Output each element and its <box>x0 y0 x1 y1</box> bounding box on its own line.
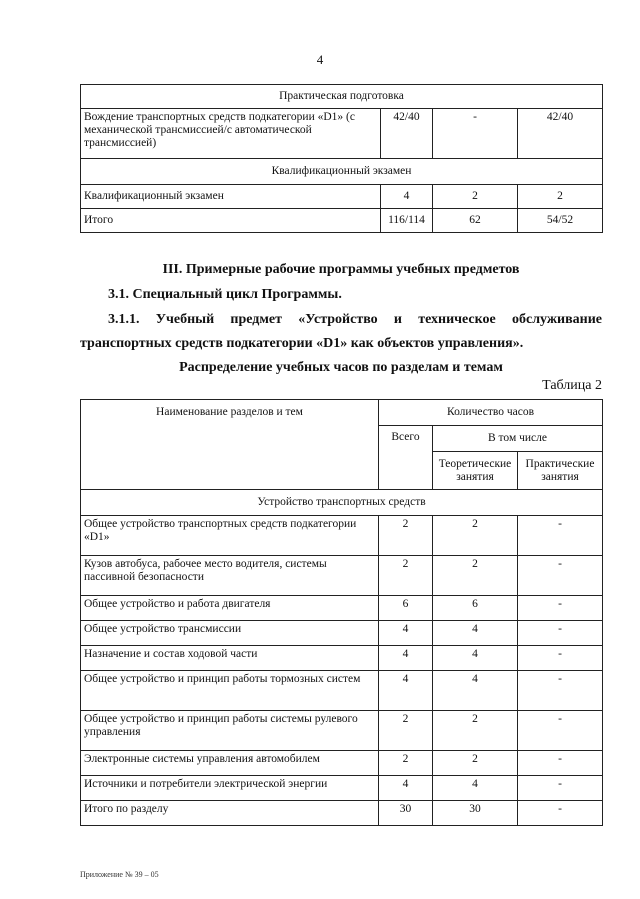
header-theory: Теоретические занятия <box>433 452 518 490</box>
section-heading: III. Примерные рабочие программы учебных предметов <box>162 262 520 277</box>
table-row <box>81 776 603 801</box>
table-row <box>81 185 603 209</box>
table-row <box>81 516 603 556</box>
row-theory: 62 <box>433 209 518 233</box>
row-practice: - <box>518 596 603 621</box>
row-theory: 2 <box>433 711 518 751</box>
row-total: 2 <box>379 516 433 556</box>
table-row <box>81 751 603 776</box>
row-name: Итого по разделу <box>81 801 379 826</box>
row-practice: - <box>518 751 603 776</box>
row-practice: - <box>518 801 603 826</box>
row-theory: 4 <box>433 646 518 671</box>
row-theory: 4 <box>433 776 518 801</box>
row-name: Квалификационный экзамен <box>81 185 381 209</box>
row-name: Общее устройство и принцип работы тормозных систем <box>81 671 379 711</box>
row-name: Источники и потребители электрической энергии <box>81 776 379 801</box>
row-practice: - <box>518 621 603 646</box>
row-theory: 6 <box>433 596 518 621</box>
row-total: 4 <box>379 646 433 671</box>
subject-heading-line2: транспортных средств подкатегории «D1» как объектов управления». <box>80 336 524 351</box>
row-practice: - <box>518 711 603 751</box>
table-row <box>81 711 603 751</box>
row-name: Итого <box>81 209 381 233</box>
table-row <box>81 109 603 159</box>
row-name: Назначение и состав ходовой части <box>81 646 379 671</box>
row-practice: 2 <box>518 185 603 209</box>
row-theory: 2 <box>433 185 518 209</box>
table-row <box>81 209 603 233</box>
row-theory: 2 <box>433 516 518 556</box>
cycle-heading: 3.1. Специальный цикл Программы. <box>108 287 342 302</box>
row-practice: 42/40 <box>518 109 603 159</box>
row-total: 2 <box>379 751 433 776</box>
row-practice: - <box>518 671 603 711</box>
row-total: 4 <box>381 185 433 209</box>
table-row <box>81 646 603 671</box>
row-theory: - <box>433 109 518 159</box>
section-practical-training: Практическая подготовка <box>81 85 603 109</box>
table-label: Таблица 2 <box>542 378 602 393</box>
footer-note: Приложение № 39 – 05 <box>80 870 159 879</box>
header-total: Всего <box>379 426 433 490</box>
row-total: 116/114 <box>381 209 433 233</box>
row-name: Кузов автобуса, рабочее место водителя, системы пассивной безопасности <box>81 556 379 596</box>
row-name: Электронные системы управления автомобилем <box>81 751 379 776</box>
row-theory: 2 <box>433 751 518 776</box>
table-row <box>81 671 603 711</box>
row-practice: - <box>518 556 603 596</box>
header-hours: Количество часов <box>379 400 603 426</box>
table-row <box>81 801 603 826</box>
row-name: Общее устройство трансмиссии <box>81 621 379 646</box>
row-practice: - <box>518 646 603 671</box>
row-name: Вождение транспортных средств подкатегории «D1» (с механической трансмиссией/с автоматической трансмиссией) <box>81 109 381 159</box>
row-total: 30 <box>379 801 433 826</box>
table-row <box>81 556 603 596</box>
row-total: 42/40 <box>381 109 433 159</box>
hours-distribution-table <box>80 399 603 826</box>
page-number: 4 <box>316 52 324 67</box>
row-theory: 2 <box>433 556 518 596</box>
row-total: 2 <box>379 556 433 596</box>
subject-heading-line1: 3.1.1. Учебный предмет «Устройство и техническое обслуживание <box>108 312 602 327</box>
table-row <box>81 596 603 621</box>
row-total: 6 <box>379 596 433 621</box>
row-total: 4 <box>379 621 433 646</box>
hours-summary-table <box>80 84 603 233</box>
row-practice: - <box>518 776 603 801</box>
row-theory: 4 <box>433 671 518 711</box>
row-theory: 30 <box>433 801 518 826</box>
row-total: 2 <box>379 711 433 751</box>
section-vehicle-structure: Устройство транспортных средств <box>81 490 603 516</box>
row-name: Общее устройство транспортных средств подкатегории «D1» <box>81 516 379 556</box>
distribution-heading: Распределение учебных часов по разделам и темам <box>179 360 503 375</box>
row-total: 4 <box>379 776 433 801</box>
section-qualification-exam: Квалификационный экзамен <box>81 159 603 185</box>
header-names: Наименование разделов и тем <box>81 400 379 490</box>
header-including: В том числе <box>433 426 603 452</box>
row-total: 4 <box>379 671 433 711</box>
row-practice: - <box>518 516 603 556</box>
row-practice: 54/52 <box>518 209 603 233</box>
row-theory: 4 <box>433 621 518 646</box>
table-row <box>81 621 603 646</box>
header-practice: Практические занятия <box>518 452 603 490</box>
row-name: Общее устройство и работа двигателя <box>81 596 379 621</box>
row-name: Общее устройство и принцип работы системы рулевого управления <box>81 711 379 751</box>
